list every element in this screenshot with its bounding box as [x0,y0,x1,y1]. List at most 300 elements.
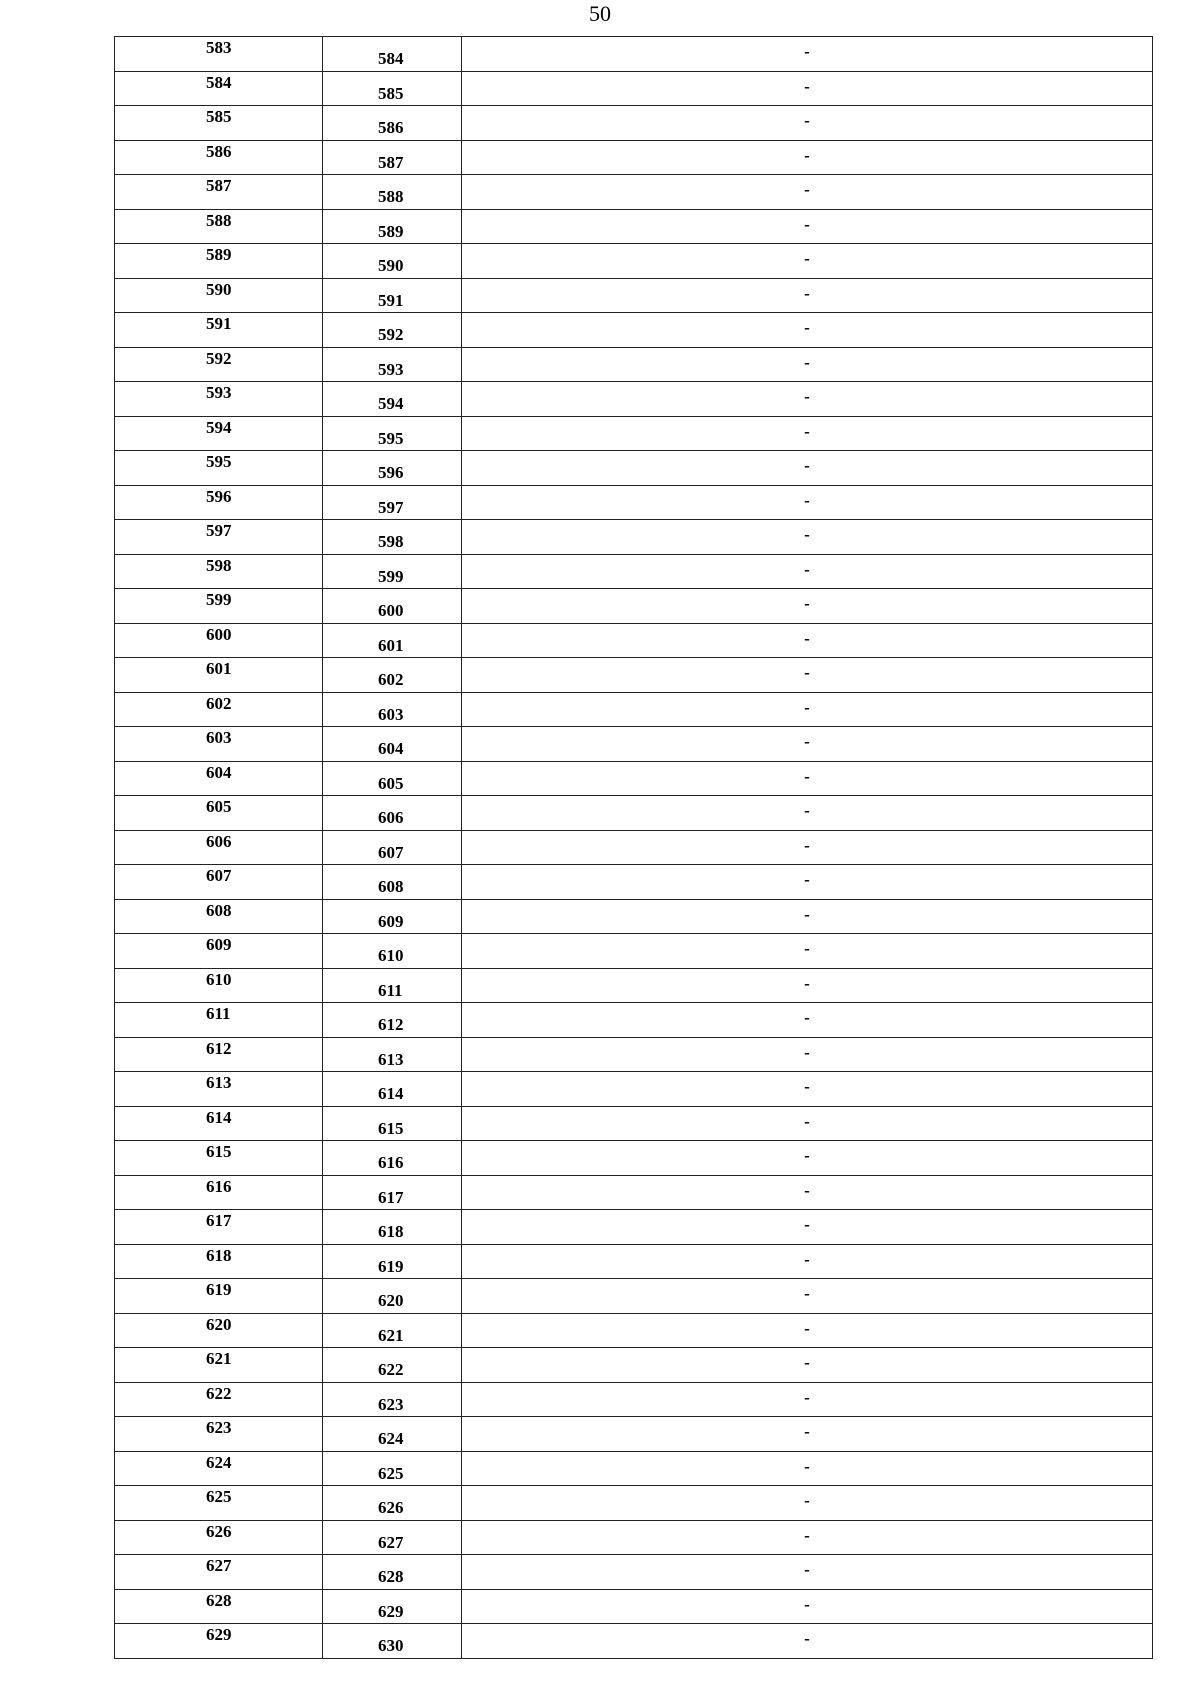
value-cell [462,278,1153,313]
table-row [115,1003,1153,1038]
next-number-cell [323,1589,462,1624]
next-number-cell [323,1037,462,1072]
value-cell [462,175,1153,210]
next-number-cell-text: 621 [378,1325,404,1345]
value-cell-text: - [804,421,810,441]
row-number-cell-text: 599 [206,590,232,609]
row-number-cell [115,968,323,1003]
table-row [115,865,1153,900]
row-number-cell [115,1486,323,1521]
row-number-cell-text: 604 [206,762,232,782]
row-number-cell [115,589,323,624]
next-number-cell-text: 628 [378,1567,404,1586]
value-cell-text: - [804,111,810,130]
table-row [115,37,1153,72]
next-number-cell [323,175,462,210]
table-row [115,830,1153,865]
table-row [115,968,1153,1003]
value-cell [462,1072,1153,1107]
table-row [115,347,1153,382]
value-cell-text: - [804,1353,810,1372]
table-row [115,1624,1153,1659]
row-number-cell-text: 597 [206,521,232,540]
row-number-cell-text: 585 [206,107,232,126]
next-number-cell [323,244,462,279]
table-row [115,934,1153,969]
value-cell [462,796,1153,831]
row-number-cell [115,313,323,348]
table-row [115,451,1153,486]
value-cell [462,934,1153,969]
value-cell-text: - [804,1560,810,1579]
row-number-cell [115,416,323,451]
value-cell-text: - [804,352,810,372]
row-number-cell-text: 627 [206,1556,232,1575]
row-number-cell [115,1106,323,1141]
table-row [115,1486,1153,1521]
row-number-cell-text: 629 [206,1625,232,1644]
next-number-cell-text: 614 [378,1084,404,1103]
row-number-cell [115,1451,323,1486]
next-number-cell [323,416,462,451]
value-cell [462,1210,1153,1245]
row-number-cell [115,71,323,106]
next-number-cell [323,1244,462,1279]
value-cell-text: - [804,801,810,820]
value-cell [462,968,1153,1003]
value-cell-text: - [804,663,810,682]
next-number-cell [323,727,462,762]
next-number-cell [323,1382,462,1417]
value-cell [462,727,1153,762]
value-cell-text: - [804,594,810,613]
row-number-cell-text: 591 [206,314,232,333]
table-row [115,1244,1153,1279]
value-cell [462,1382,1153,1417]
next-number-cell [323,692,462,727]
next-number-cell-text: 599 [378,566,404,586]
page-number: 50 [589,1,611,26]
next-number-cell [323,485,462,520]
value-cell [462,1279,1153,1314]
row-number-cell-text: 621 [206,1349,232,1368]
value-cell [462,554,1153,589]
next-number-cell-text: 610 [378,946,404,965]
value-cell [462,1417,1153,1452]
row-number-cell-text: 586 [206,141,232,161]
row-number-cell-text: 584 [206,72,232,92]
row-number-cell [115,761,323,796]
value-cell-text: - [804,1180,810,1200]
row-number-cell [115,485,323,520]
value-cell [462,1106,1153,1141]
row-number-cell [115,1141,323,1176]
value-cell-text: - [804,490,810,510]
value-cell-text: - [804,1422,810,1441]
next-number-cell [323,1451,462,1486]
value-cell [462,1244,1153,1279]
table-row [115,140,1153,175]
value-cell-text: - [804,1111,810,1131]
next-number-cell-text: 608 [378,877,404,896]
next-number-cell-text: 590 [378,256,404,275]
next-number-cell-text: 626 [378,1498,404,1517]
row-number-cell-text: 626 [206,1521,232,1541]
row-number-cell [115,37,323,72]
value-cell [462,899,1153,934]
next-number-cell [323,554,462,589]
value-cell-text: - [804,1249,810,1269]
value-cell [462,692,1153,727]
row-number-cell [115,140,323,175]
row-number-cell-text: 613 [206,1073,232,1092]
row-number-cell [115,830,323,865]
value-cell-text: - [804,145,810,165]
table-row [115,623,1153,658]
next-number-cell [323,761,462,796]
row-number-cell [115,658,323,693]
value-cell-text: - [804,732,810,751]
next-number-cell-text: 616 [378,1153,404,1172]
row-number-cell [115,1175,323,1210]
value-cell-text: - [804,214,810,234]
table-row [115,1106,1153,1141]
value-cell-text: - [804,76,810,96]
table-row [115,520,1153,555]
row-number-cell [115,1003,323,1038]
value-cell [462,1520,1153,1555]
row-number-cell [115,1624,323,1659]
table-row [115,692,1153,727]
value-cell [462,37,1153,72]
row-number-cell-text: 593 [206,383,232,402]
next-number-cell-text: 589 [378,221,404,241]
next-number-cell-text: 609 [378,911,404,931]
value-cell-text: - [804,1146,810,1165]
value-cell-text: - [804,973,810,993]
next-number-cell-text: 605 [378,773,404,793]
value-cell-text: - [804,904,810,924]
next-number-cell [323,313,462,348]
value-cell [462,1624,1153,1659]
value-cell [462,71,1153,106]
value-cell-text: - [804,835,810,855]
next-number-cell-text: 591 [378,290,404,310]
next-number-cell-text: 622 [378,1360,404,1379]
row-number-cell-text: 609 [206,935,232,954]
next-number-cell [323,899,462,934]
table-row [115,1313,1153,1348]
row-number-cell-text: 607 [206,866,232,885]
next-number-cell [323,1175,462,1210]
next-number-cell-text: 593 [378,359,404,379]
value-cell-text: - [804,1525,810,1545]
next-number-cell-text: 612 [378,1015,404,1034]
next-number-cell [323,623,462,658]
row-number-cell-text: 610 [206,969,232,989]
row-number-cell-text: 615 [206,1142,232,1161]
next-number-cell [323,1210,462,1245]
data-table [114,36,1153,1659]
row-number-cell [115,244,323,279]
next-number-cell [323,347,462,382]
value-cell [462,1555,1153,1590]
next-number-cell [323,830,462,865]
row-number-cell [115,1037,323,1072]
table-row [115,313,1153,348]
next-number-cell [323,658,462,693]
table-row [115,1210,1153,1245]
next-number-cell [323,1486,462,1521]
next-number-cell-text: 588 [378,187,404,206]
next-number-cell [323,796,462,831]
value-cell [462,1589,1153,1624]
table-row [115,727,1153,762]
value-cell-text: - [804,1456,810,1476]
row-number-cell-text: 624 [206,1452,232,1472]
next-number-cell-text: 625 [378,1463,404,1483]
table-row [115,71,1153,106]
next-number-cell-text: 627 [378,1532,404,1552]
row-number-cell-text: 614 [206,1107,232,1127]
row-number-cell [115,899,323,934]
next-number-cell [323,1417,462,1452]
value-cell [462,313,1153,348]
row-number-cell [115,1072,323,1107]
row-number-cell [115,1417,323,1452]
table-row [115,1175,1153,1210]
row-number-cell-text: 611 [206,1004,231,1023]
next-number-cell [323,1003,462,1038]
table-row [115,244,1153,279]
next-number-cell [323,589,462,624]
value-cell [462,347,1153,382]
value-cell-text: - [804,180,810,199]
value-cell-text: - [804,249,810,268]
row-number-cell [115,623,323,658]
table-row [115,1417,1153,1452]
next-number-cell-text: 623 [378,1394,404,1414]
value-cell [462,1003,1153,1038]
row-number-cell [115,1382,323,1417]
value-cell [462,1141,1153,1176]
next-number-cell-text: 604 [378,739,404,758]
value-cell-text: - [804,318,810,337]
next-number-cell [323,37,462,72]
value-cell-text: - [804,1491,810,1510]
row-number-cell [115,1348,323,1383]
next-number-cell [323,1313,462,1348]
table-row [115,1072,1153,1107]
row-number-cell-text: 601 [206,659,232,678]
row-number-cell [115,865,323,900]
row-number-cell-text: 595 [206,452,232,471]
next-number-cell [323,865,462,900]
next-number-cell [323,1106,462,1141]
value-cell-text: - [804,525,810,544]
value-cell-text: - [804,628,810,648]
table-row [115,1279,1153,1314]
next-number-cell-text: 592 [378,325,404,344]
row-number-cell [115,520,323,555]
row-number-cell-text: 618 [206,1245,232,1265]
value-cell [462,520,1153,555]
value-cell [462,451,1153,486]
value-cell [462,485,1153,520]
value-cell-text: - [804,1318,810,1338]
table-row [115,796,1153,831]
next-number-cell-text: 620 [378,1291,404,1310]
next-number-cell [323,968,462,1003]
row-number-cell [115,934,323,969]
table-row [115,175,1153,210]
value-cell [462,1175,1153,1210]
next-number-cell-text: 584 [378,49,404,68]
next-number-cell [323,934,462,969]
row-number-cell [115,382,323,417]
value-cell-text: - [804,1594,810,1614]
next-number-cell-text: 617 [378,1187,404,1207]
value-cell-text: - [804,387,810,406]
next-number-cell-text: 611 [378,980,403,1000]
next-number-cell-text: 586 [378,118,404,137]
row-number-cell-text: 583 [206,38,232,57]
row-number-cell [115,451,323,486]
table-row [115,1348,1153,1383]
value-cell [462,589,1153,624]
row-number-cell-text: 598 [206,555,232,575]
next-number-cell-text: 594 [378,394,404,413]
value-cell [462,830,1153,865]
row-number-cell-text: 606 [206,831,232,851]
table-row [115,658,1153,693]
row-number-cell [115,175,323,210]
row-number-cell-text: 587 [206,176,232,195]
table-row [115,416,1153,451]
next-number-cell [323,1279,462,1314]
row-number-cell-text: 602 [206,693,232,713]
value-cell-text: - [804,1008,810,1027]
table-row [115,278,1153,313]
value-cell [462,209,1153,244]
value-cell-text: - [804,456,810,475]
table-row [115,1141,1153,1176]
row-number-cell [115,727,323,762]
table-row [115,209,1153,244]
next-number-cell-text: 603 [378,704,404,724]
value-cell-text: - [804,283,810,303]
value-cell [462,761,1153,796]
next-number-cell-text: 596 [378,463,404,482]
next-number-cell [323,1141,462,1176]
next-number-cell-text: 613 [378,1049,404,1069]
row-number-cell [115,1520,323,1555]
row-number-cell-text: 589 [206,245,232,264]
row-number-cell-text: 612 [206,1038,232,1058]
value-cell-text: - [804,939,810,958]
value-cell-text: - [804,697,810,717]
row-number-cell-text: 588 [206,210,232,230]
value-cell [462,1348,1153,1383]
table-row [115,382,1153,417]
next-number-cell [323,1072,462,1107]
table-row [115,1451,1153,1486]
value-cell [462,865,1153,900]
row-number-cell [115,347,323,382]
value-cell [462,623,1153,658]
next-number-cell [323,520,462,555]
next-number-cell [323,451,462,486]
next-number-cell-text: 607 [378,842,404,862]
value-cell [462,106,1153,141]
next-number-cell [323,1624,462,1659]
next-number-cell-text: 598 [378,532,404,551]
value-cell-text: - [804,870,810,889]
row-number-cell-text: 617 [206,1211,232,1230]
next-number-cell-text: 630 [378,1636,404,1655]
value-cell [462,382,1153,417]
row-number-cell-text: 600 [206,624,232,644]
value-cell [462,1037,1153,1072]
next-number-cell [323,278,462,313]
row-number-cell-text: 625 [206,1487,232,1506]
table-row [115,1555,1153,1590]
value-cell-text: - [804,1284,810,1303]
next-number-cell [323,1348,462,1383]
value-cell [462,1451,1153,1486]
row-number-cell [115,796,323,831]
next-number-cell [323,382,462,417]
row-number-cell-text: 594 [206,417,232,437]
table-row [115,106,1153,141]
next-number-cell-text: 619 [378,1256,404,1276]
value-cell [462,244,1153,279]
value-cell-text: - [804,1077,810,1096]
value-cell-text: - [804,1215,810,1234]
value-cell-text: - [804,559,810,579]
table-row [115,1589,1153,1624]
row-number-cell [115,554,323,589]
row-number-cell [115,1313,323,1348]
row-number-cell-text: 592 [206,348,232,368]
value-cell-text: - [804,1042,810,1062]
row-number-cell-text: 619 [206,1280,232,1299]
table-body [115,37,1153,1659]
value-cell-text: - [804,1629,810,1648]
next-number-cell [323,209,462,244]
row-number-cell [115,1244,323,1279]
next-number-cell-text: 615 [378,1118,404,1138]
next-number-cell-text: 602 [378,670,404,689]
row-number-cell-text: 603 [206,728,232,747]
row-number-cell-text: 623 [206,1418,232,1437]
row-number-cell-text: 616 [206,1176,232,1196]
next-number-cell-text: 606 [378,808,404,827]
next-number-cell-text: 600 [378,601,404,620]
row-number-cell [115,1555,323,1590]
table-row [115,761,1153,796]
next-number-cell-text: 585 [378,83,404,103]
next-number-cell [323,1555,462,1590]
row-number-cell-text: 622 [206,1383,232,1403]
next-number-cell-text: 601 [378,635,404,655]
table-row [115,1520,1153,1555]
table-row [115,589,1153,624]
table-row [115,485,1153,520]
value-cell-text: - [804,42,810,61]
row-number-cell [115,209,323,244]
row-number-cell-text: 605 [206,797,232,816]
